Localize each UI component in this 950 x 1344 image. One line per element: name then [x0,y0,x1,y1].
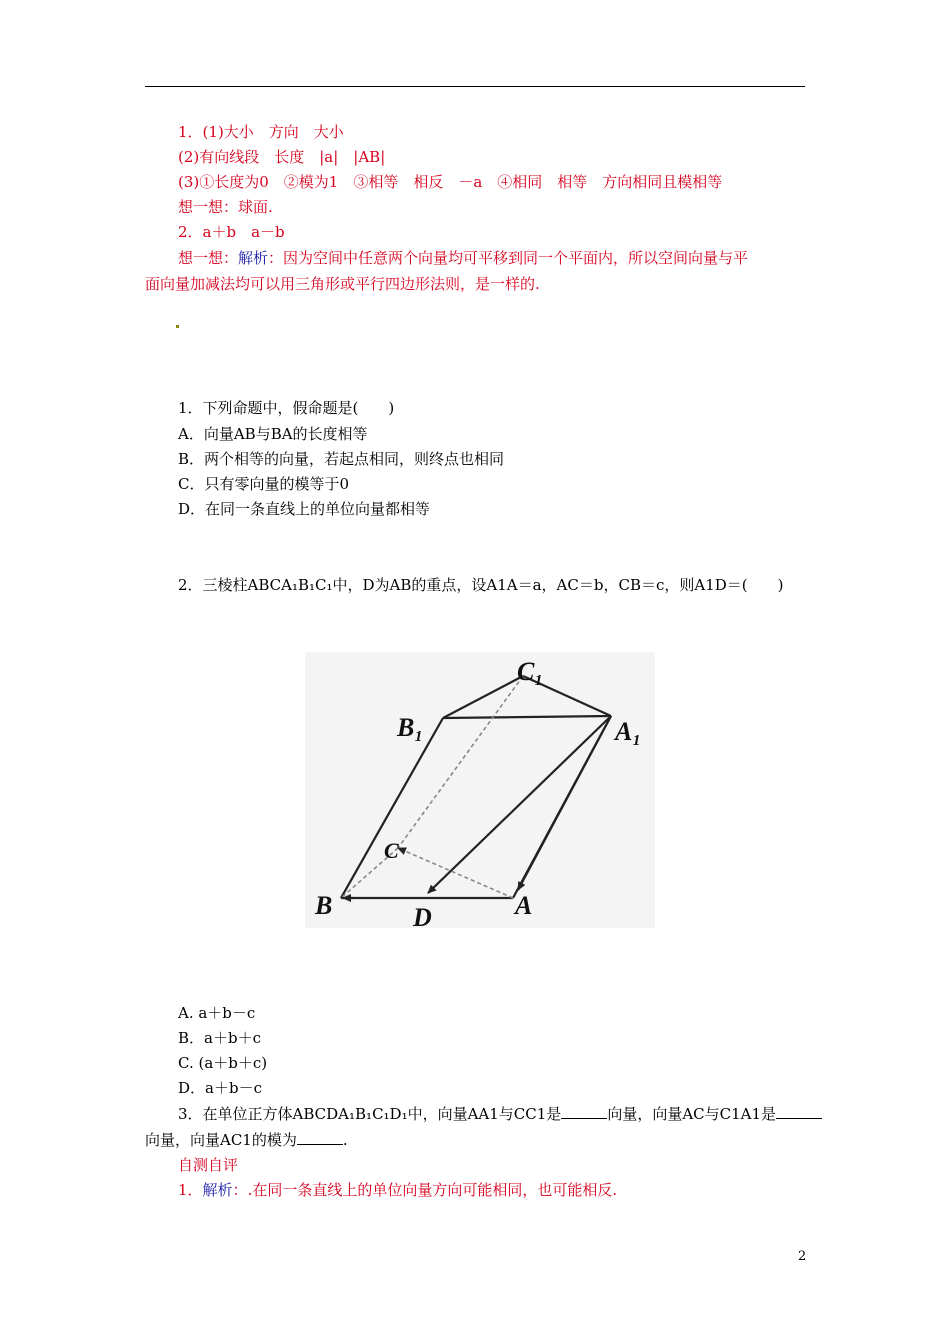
self-check-text: ：.在同一条直线上的单位向量方向可能相同，也可能相反. [232,1181,618,1199]
q2-option-a: A. a＋b－c [178,1004,256,1022]
q3-part4: . [342,1131,348,1149]
label-a: A [515,891,533,920]
q2-option-d: D．a＋b－c [178,1079,262,1097]
prism-figure [305,652,655,928]
q1-option-a: A．向量AB与BA的长度相等 [178,425,368,443]
page-number: 2 [798,1249,807,1264]
label-c: C [384,838,399,863]
answer-line-3: (3)①长度为0 ②模为1 ③相等 相反 －a ④相同 相等 方向相同且模相等 [178,173,723,191]
self-check-title: 自测自评 [178,1156,239,1174]
think-prefix: 想一想： [178,249,239,267]
vertex-labels [314,657,641,928]
edge-b1-c1 [443,676,523,718]
answer-line-6 [178,248,748,268]
q3-line-2 [145,1130,348,1150]
prism-hidden-edges [341,676,523,898]
vector-a-c [398,848,513,898]
label-b: B [315,891,333,920]
edge-b1-a1 [443,716,611,718]
self-check-1 [178,1180,617,1200]
answer-line-5: 2．a＋b a－b [178,223,285,241]
analysis-text: ：因为空间中任意两个向量均可平移到同一个平面内，所以空间向量与平 [268,249,749,267]
self-check-num: 1． [178,1181,203,1199]
q2-stem: 2．三棱柱ABCA₁B₁C₁中，D为AB的重点，设A1A＝a，AC＝b，CB＝c，则A1D＝( ) [178,576,784,594]
answer-line-1: 1．(1)大小 方向 大小 [178,123,344,141]
q3-part2: 向量，向量AC与C1A1是 [607,1105,777,1123]
analysis-label: 解析 [238,249,269,267]
prism-diagram [305,652,655,928]
q3-blank-3[interactable] [297,1130,343,1145]
q1-option-b: B．两个相等的向量，若起点相同，则终点也相同 [178,450,505,468]
q3-part3: 向量，向量AC1的模为 [145,1131,297,1149]
stray-mark [176,325,179,328]
edge-c1-c [398,676,523,848]
answer-line-7: 面向量加减法均可以用三角形或平行四边形法则，是一样的. [145,275,540,293]
answer-line-2: (2)有向线段 长度 |a| |AB| [178,148,386,166]
q3-part1: 3．在单位正方体ABCDA₁B₁C₁D₁中，向量AA1与CC1是 [178,1105,562,1123]
q3-blank-1[interactable] [561,1104,607,1119]
label-d: D [413,903,432,928]
q2-option-b: B．a＋b＋c [178,1029,261,1047]
header-rule [145,86,805,87]
q1-option-c: C．只有零向量的模等于0 [178,475,350,493]
q2-option-c: C. (a＋b＋c) [178,1054,268,1072]
q1-stem: 1．下列命题中，假命题是( ) [178,399,395,417]
self-check-label: 解析 [202,1181,233,1199]
q1-option-d: D．在同一条直线上的单位向量都相等 [178,500,431,518]
label-a1: A₁ [615,717,642,746]
answer-line-4: 想一想：球面. [178,198,273,216]
vector-a1-a [518,716,611,890]
label-c1: C₁ [517,657,544,686]
q3-blank-2[interactable] [776,1104,822,1119]
label-b1: B₁ [397,713,424,742]
prism-solid-edges [341,676,611,898]
vector-a1-d [428,716,611,893]
q3-line-1 [178,1104,822,1124]
